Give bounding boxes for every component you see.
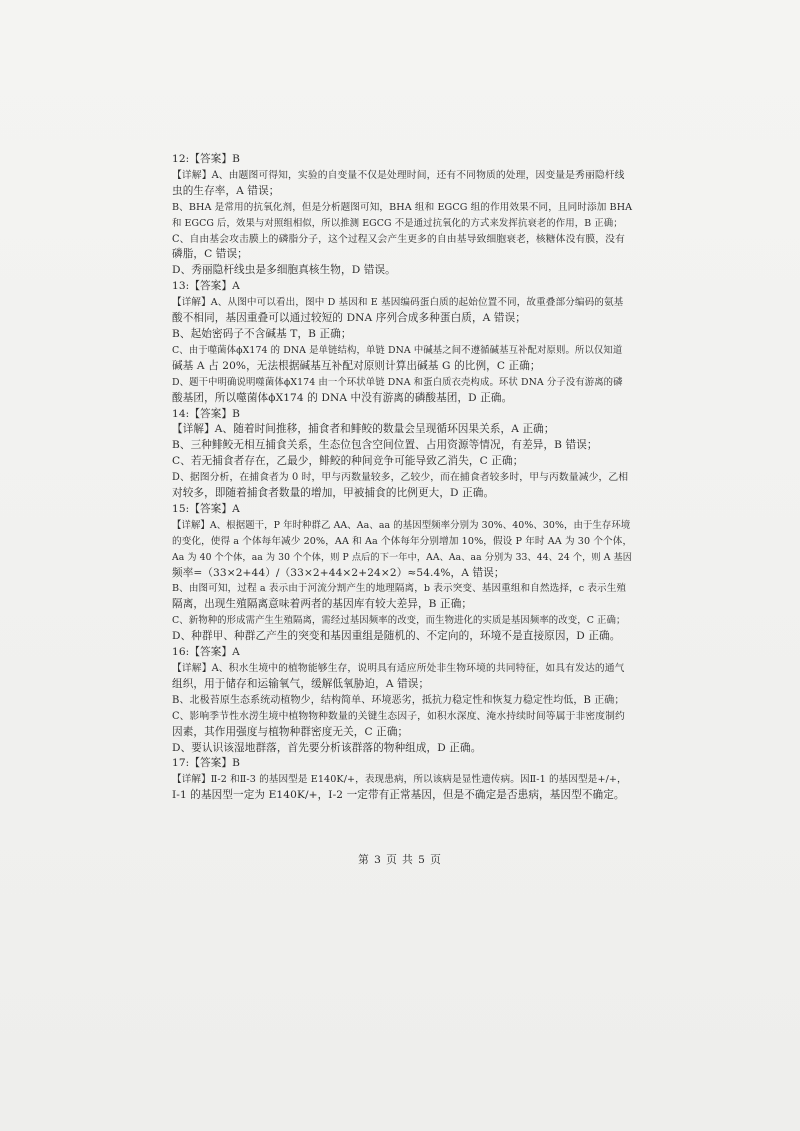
text-line: C、新物种的形成需产生生殖隔离，需经过基因频率的改变，而生物进化的实质是基因频率的改变，C 正确； [172,615,626,627]
text-line: C、由于噬菌体ϕX174 的 DNA 是单链结构，单链 DNA 中碱基之间不遵循碱基互补配对原则。所以仅知道 [172,344,623,356]
text-line: 磷脂，C 错误； [172,248,248,261]
text-line: 【详解】A、随着时间推移，捕食者和鲱鲛的数量会呈现循环因果关系，A 正确； [172,423,555,436]
text-line: C、影响季节性水涝生境中植物物种数量的关键生态因子，如积水深度、淹水持续时间等属于非密度制约 [172,710,625,722]
text-line: 【详解】A、由题图可得知，实验的自变量不仅是处理时间，还有不同物质的处理，因变量是秀丽隐杆线 [172,169,625,181]
page-footer: 第 3 页 共 5 页 [358,854,442,866]
text-line: 【详解】Ⅱ-2 和Ⅱ-3 的基因型是 E140K/+，表现患病，所以该病是显性遗传病。因Ⅱ-1 的基因型是+/+， [172,774,627,786]
text-line: Aa 为 40 个个体，aa 为 30 个个体，则 P 点后的下一年中，AA、Aa、aa 分别为 33、44、24 个，则 A 基因 [172,551,633,563]
text-line: 13:【答案】A [172,280,240,293]
text-line: 15:【答案】A [172,502,240,515]
answer-content [172,152,632,804]
text-line: 酸基团，所以噬菌体ϕX174 的 DNA 中没有游离的磷酸基团，D 正确。 [172,391,513,404]
text-line: 14:【答案】B [172,407,241,420]
text-line: 频率=（33×2+44）/（33×2+44×2+24×2）≈54.4%，A 错误； [172,566,505,579]
text-line: 【详解】A、从图中可以看出，图中 D 基因和 E 基因编码蛋白质的起始位置不同，故重叠部分编码的氨基 [172,297,624,309]
text-line: D、据图分析，在捕食者为 0 时，甲与丙数量较多，乙较少，而在捕食者较多时，甲与丙数量减少，乙相 [172,472,629,484]
text-line: 【详解】A、根据题干，P 年时种群乙 AA、Aa、aa 的基因型频率分别为 30%、40%、30%，由于生存环境 [172,519,631,531]
text-line: 隔离，出现生殖隔离意味着两者的基因库有较大差异，B 正确； [172,598,473,611]
text-line: 碱基 A 占 20%，无法根据碱基互补配对原则计算出碱基 G 的比例，C 正确； [172,359,541,372]
text-line: B、BHA 是常用的抗氧化剂，但是分析题图可知，BHA 组和 EGCG 组的作用效果不同，且同时添加 BHA [172,201,633,213]
text-line: 对较多，即随着捕食者数量的增加，甲被捕食的比例更大，D 正确。 [172,487,495,500]
text-line: D、秀丽隐杆线虫是多细胞真核生物，D 错误。 [172,264,396,277]
text-line: B、三种鲱鲛无相互捕食关系，生态位包含空间位置、占用资源等情况，有差异，B 错误； [172,439,598,452]
text-line: B、由图可知，过程 a 表示由于河流分割产生的地理隔离，b 表示突变、基因重组和自然选择，c 表示生殖 [172,583,627,595]
text-line: 和 EGCG 后，效果与对照组相似，所以推测 EGCG 不是通过抗氧化的方式来发挥抗衰老的作用，B 正确； [172,217,623,229]
text-line: 16:【答案】A [172,646,240,659]
text-line: D、种群甲、种群乙产生的突变和基因重组是随机的、不定向的，环境不是直接原因，D 正确。 [172,630,621,643]
text-line: 【详解】A、积水生境中的植物能够生存，说明具有适应所处非生物环境的共同特征，如具有发达的通气 [172,663,625,674]
text-line: D、题干中明确说明噬菌体ϕX174 由一个环状单链 DNA 和蛋白质衣壳构成。环状 DNA 分子没有游离的磷 [172,376,623,388]
text-line: B、起始密码子不含碱基 T，B 正确； [172,327,352,340]
text-line: 组织，用于储存和运输氧气，缓解低氧胁迫，A 错误； [172,677,430,690]
text-line: 的变化，使得 a 个体每年减少 20%，AA 和 Aa 个体每年分别增加 10%，假设 P 年时 AA 为 30 个个体， [172,535,633,547]
text-line: 17:【答案】B [172,757,241,770]
text-line: C、若无捕食者存在，乙最少，鲱鲛的种间竞争可能导致乙消失，C 正确； [172,455,524,468]
text-line: B、北极苔原生态系统动植物少，结构简单、环境恶劣，抵抗力稳定性和恢复力稳定性均低，B 正确； [172,694,625,706]
text-line: 12:【答案】B [172,153,241,165]
text-line: Ⅰ-1 的基因型一定为 E140K/+，Ⅰ-2 一定带有正常基因，但是不确定是否患病，基因型不确定。 [172,789,625,802]
text-line: 虫的生存率，A 错误； [172,184,280,197]
text-line: 酸不相同，基因重叠可以通过较短的 DNA 序列合成多种蛋白质，A 错误； [172,312,526,325]
text-line: 因素，其作用强度与植物种群密度无关，C 正确； [172,725,409,738]
text-line: C、自由基会攻击膜上的磷脂分子，这个过程又会产生更多的自由基导致细胞衰老，核糖体没有膜，没有 [172,233,625,245]
text-line: D、要认识该湿地群落，首先要分析该群落的物种组成，D 正确。 [172,741,482,754]
